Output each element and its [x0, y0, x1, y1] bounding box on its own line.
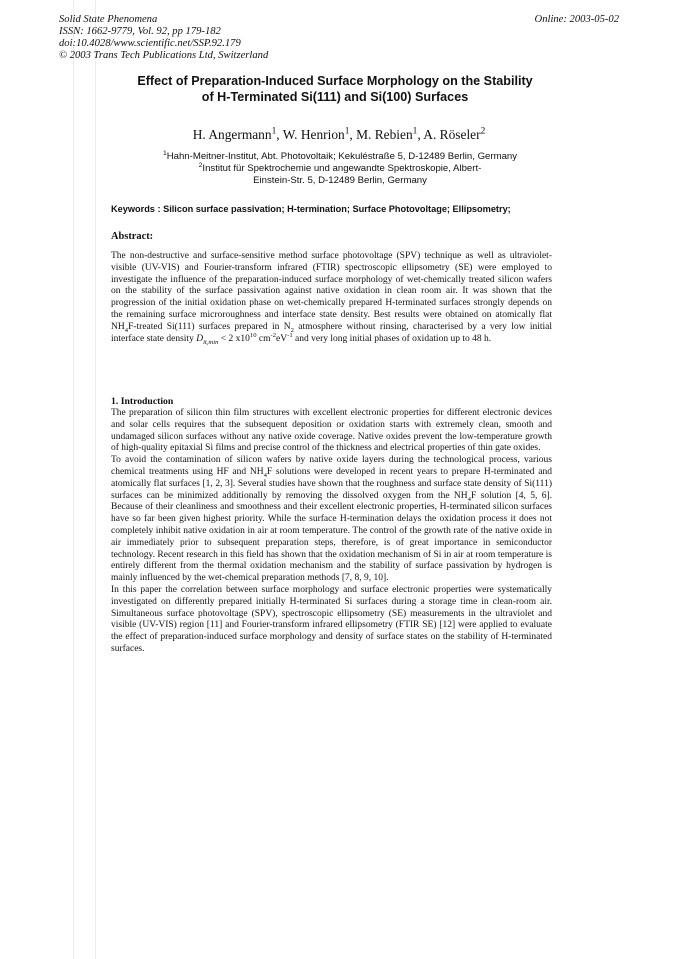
affiliations: [130, 151, 550, 187]
scan-artifact-line: [73, 0, 74, 959]
author-name: W. Henrion: [282, 127, 345, 142]
author-name: M. Rebien: [356, 127, 413, 142]
title-line-1: Effect of Preparation-Induced Surface Morphology on the Stability: [137, 74, 533, 88]
author-affiliation-mark: 1: [271, 126, 277, 137]
introduction-body: [111, 408, 552, 656]
copyright-line: © 2003 Trans Tech Publications Ltd, Switzerland: [59, 50, 269, 61]
scan-artifact-line: [95, 0, 96, 959]
affiliation-1: $^1$Hahn-Meitner-Institut, Abt. Photovoltaik; Kekuléstraße 5, D-12489 Berlin, Germany: [162, 149, 518, 162]
intro-paragraph: In this paper the correlation between surface morphology and surface electronic properties were systematically investigated on differently prepared initially H-terminated Si surfaces during a storage time in clean-room air. Simultaneous surface photovoltage (SPV), spectroscopic ellipsometry (SE) measurements in the ultraviolet and visible (UV-VIS) region [11] and Fourier-transform infrared ellipsometry (FTIR SE) [12] were applied to evaluate the effect of preparation-induced surface morphology and density of surface states on the stability of H-terminated surfaces.: [111, 584, 552, 654]
journal-header: [59, 14, 268, 62]
author-affiliation-mark: 2: [480, 126, 486, 137]
journal-name: Solid State Phenomena: [59, 14, 158, 25]
affiliation-2: $^2$Institut für Spektrochemie und angewandte Spektroskopie, Albert-: [198, 161, 482, 174]
issn-line: ISSN: 1662-9779, Vol. 92, pp 179-182: [59, 26, 221, 37]
keywords: Keywords : Silicon surface passivation; H-termination; Surface Photovoltage; Ellipsometry;: [111, 204, 511, 214]
abstract-text: The non-destructive and surface-sensitive method surface photovoltage (SPV) technique as well as ultraviolet-visible (UV-VIS) and Fourier-transform infrared (FTIR) spectroscopic ellipsometry (SE) were employed to investigate the influence of the preparation-induced surface morphology of wet-chemically treated silicon wafers on the stability of the surface passivation against native oxidation in clean room air. It was shown that the progression of the initial oxidation phase on wet-chemically prepared H-terminated surfaces strongly depends on the remaining surface microroughness and interface state density. Best results were obtained on atomically flat $NH_4F$-treated Si(111) surfaces prepared in $N_2$ atmosphere without rinsing, characterised by a very low initial interface state density $D_{it,min} < 2$ $x10^{10}$ $cm^{-2}eV^{-1}$ and very long initial phases of oxidation up to 48 h.: [111, 251, 552, 346]
author-affiliation-mark: 1: [344, 126, 350, 137]
doi-line: doi:10.4028/www.scientific.net/SSP.92.179: [59, 38, 241, 49]
author-name: H. Angermann: [192, 127, 272, 142]
author-list: H. Angermann$^1$, W. Henrion$^1$, M. Rebien$^1$, A. Röseler$^2$: [192, 126, 486, 142]
online-date: Online: 2003-05-02: [534, 14, 619, 25]
intro-paragraph: To avoid the contamination of silicon wafers by native oxide layers during the technological process, various chemical treatments using HF and $NH_4F$ solutions were developed in recent years to prepare H-terminated and atomically flat surfaces [1, 2, 3]. Several studies have shown that the roughness and surface state density of Si(111) surfaces can be minimized additionally by removing the dissolved oxygen from the $NH_4F$ solution [4, 5, 6]. Because of their cleanliness and smoothness and their excellent electronic properties, H-terminated silicon surfaces have so far been given highest priority. While the surface H-termination delays the oxidation process it does not completely inhibit native oxidation in air at room temperature. The control of the growth rate of the native oxide in air immediately prior to subsequent preparation steps, therefore, is of great importance in semiconductor technology. Recent research in this field has shown that the oxidation mechanism of Si in air at room temperature is entirely different from the thermal oxidation mechanism and the stability of surface passivation by hydrogen is mainly influenced by the wet-chemical preparation methods [7, 8, 9, 10].: [111, 455, 552, 584]
intro-paragraph: The preparation of silicon thin film structures with excellent electronic properties for different electronic devices and solar cells requires that the subsequent deposition or oxidation starts with extremely clean, smooth and undamaged silicon surfaces without any native oxide coverage. Native oxides prevent the low-temperature growth of high-quality epitaxial Si films and precise control of the thickness and electrical properties of thin gate oxides.: [111, 408, 552, 454]
author-affiliation-mark: 1: [412, 126, 418, 137]
paper-title: [100, 73, 570, 105]
section-heading-introduction: 1. Introduction: [111, 396, 174, 407]
affiliation-2-cont: Einstein-Str. 5, D-12489 Berlin, Germany: [253, 175, 427, 186]
title-line-2: of H-Terminated Si(111) and Si(100) Surfaces: [201, 90, 469, 104]
abstract-heading: Abstract:: [111, 231, 154, 242]
author-name: A. Röseler: [423, 127, 481, 142]
